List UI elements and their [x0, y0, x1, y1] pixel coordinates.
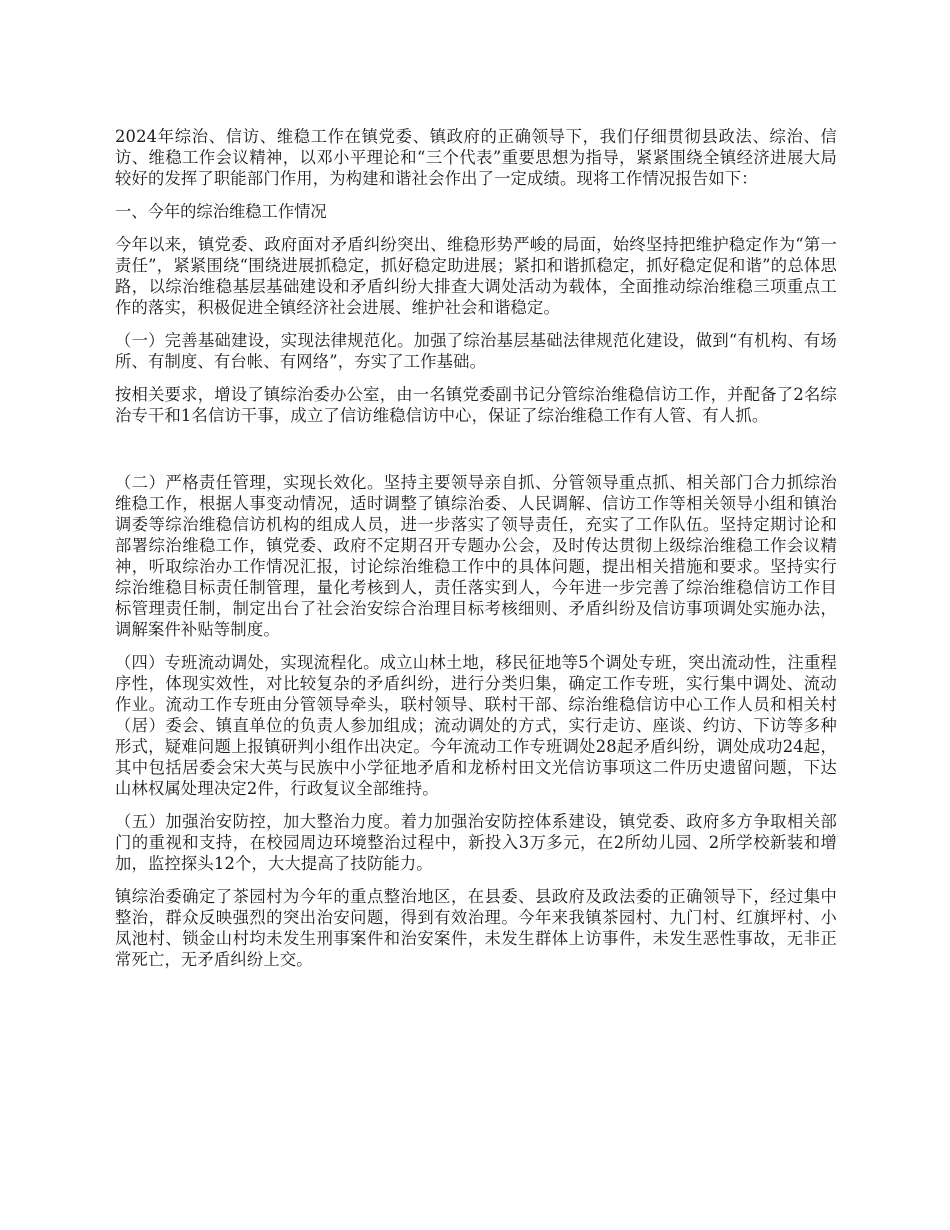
- rectification-paragraph: 镇综治委确定了茶园村为今年的重点整治地区，在县委、县政府及政法委的正确领导下，经过集中整治，群众反映强烈的突出治安问题，得到有效治理。今年来我镇茶园村、九门村、红旗坪村、小凤池村、锁金山村均未发生刑事案件和治安案件，未发生群体上访事件，未发生恶性事故，无非正常死亡，无矛盾纠纷上交。: [115, 887, 837, 969]
- blank-gap: [115, 438, 837, 472]
- section-heading: 一、今年的综治维稳工作情况: [115, 202, 327, 221]
- staffing-paragraph: 按相关要求，增设了镇综治委办公室，由一名镇党委副书记分管综治维稳信访工作，并配备了2名综治专干和1名信访干事，成立了信访维稳信访中心，保证了综治维稳工作有人管、有人抓。: [115, 385, 837, 425]
- document-body: [115, 126, 837, 982]
- item-five-paragraph: （五）加强治安防控，加大整治力度。着力加强治安防控体系建设，镇党委、政府多方争取相关部门的重视和支持，在校园周边环境整治过程中，新投入3万多元，在2所幼儿园、2所学校新装和增加，监控探头12个，大大提高了技防能力。: [115, 812, 837, 873]
- item-four-paragraph: （四）专班流动调处，实现流程化。成立山林土地，移民征地等5个调处专班，突出流动性，注重程序性，体现实效性，对比较复杂的矛盾纠纷，进行分类归集，确定工作专班，实行集中调处、流动作业。流动工作专班由分管领导牵头，联村领导、联村干部、综治维稳信访中心工作人员和相关村（居）委会、镇直单位的负责人参加组成；流动调处的方式，实行走访、座谈、约访、下访等多种形式，疑难问题上报镇研判小组作出决定。今年流动工作专班调处28起矛盾纠纷，调处成功24起，其中包括居委会宋大英与民族中小学征地矛盾和龙桥村田文光信访事项这二件历史遗留问题，下达山林权属处理决定2件，行政复议全部维持。: [115, 653, 837, 798]
- intro-paragraph: 2024年综治、信访、维稳工作在镇党委、镇政府的正确领导下，我们仔细贯彻县政法、综治、信访、维稳工作会议精神，以邓小平理论和“三个代表”重要思想为指导，紧紧围绕全镇经济进展大局较好的发挥了职能部门作用，为构建和谐社会作出了一定成绩。现将工作情况报告如下：: [115, 127, 837, 188]
- overview-paragraph: 今年以来，镇党委、政府面对矛盾纠纷突出、维稳形势严峻的局面，始终坚持把维护稳定作为“第一责任”，紧紧围绕“围绕进展抓稳定，抓好稳定助进展；紧扣和谐抓稳定，抓好稳定促和谐”的总体思路，以综治维稳基层基础建设和矛盾纠纷大排查大调处活动为载体，全面推动综治维稳三项重点工作的落实，积极促进全镇经济社会进展、维护社会和谐稳定。: [115, 235, 837, 317]
- item-two-paragraph: （二）严格责任管理，实现长效化。坚持主要领导亲自抓、分管领导重点抓、相关部门合力抓综治维稳工作，根据人事变动情况，适时调整了镇综治委、人民调解、信访工作等相关领导小组和镇治调委等综治维稳信访机构的组成人员，进一步落实了领导责任，充实了工作队伍。坚持定期讨论和部署综治维稳工作，镇党委、政府不定期召开专题办公会，及时传达贯彻上级综治维稳工作会议精神，听取综治办工作情况汇报，讨论综治维稳工作中的具体问题，提出相关措施和要求。坚持实行综治维稳目标责任制管理，量化考核到人，责任落实到人，今年进一步完善了综治维稳信访工作目标管理责任制，制定出台了社会治安综合治理目标考核细则、矛盾纠纷及信访事项调处实施办法，调解案件补贴等制度。: [115, 473, 837, 639]
- item-one-paragraph: （一）完善基础建设，实现法律规范化。加强了综治基层基础法律规范化建设，做到“有机构、有场所、有制度、有台帐、有网络”，夯实了工作基础。: [115, 331, 837, 371]
